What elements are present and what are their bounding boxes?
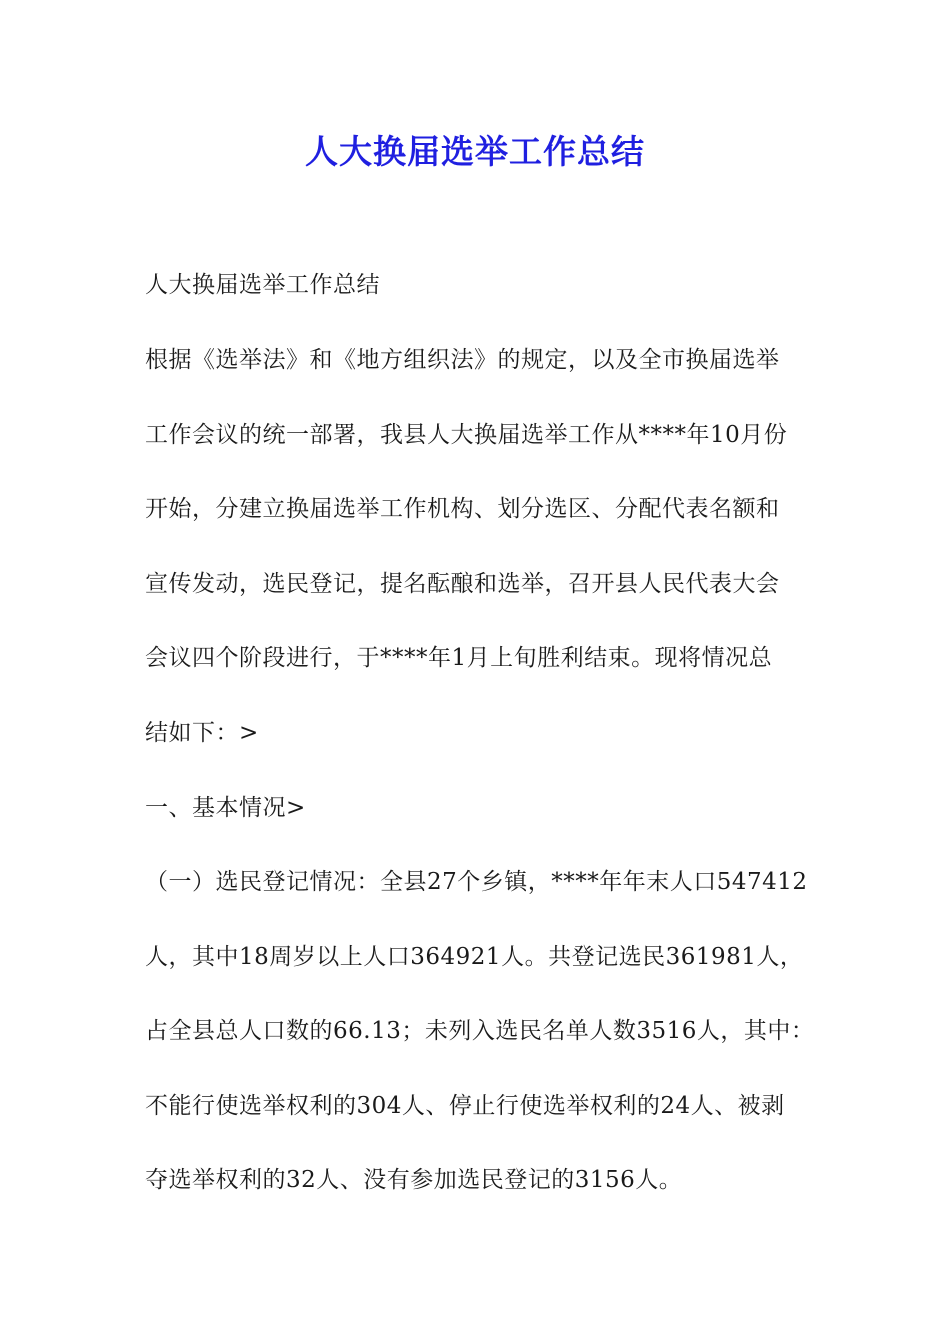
paragraph-line: 会议四个阶段进行，于****年1月上旬胜利结束。现将情况总 [145, 645, 773, 671]
paragraph-line: 人，其中18周岁以上人口364921人。共登记选民361981人， [145, 944, 804, 970]
section-heading: 一、基本情况> [145, 795, 306, 821]
paragraph-line: 结如下：> [145, 720, 259, 746]
paragraph-line: 占全县总人口数的66.13；未列入选民名单人数3516人，其中： [145, 1018, 815, 1044]
paragraph-line: （一）选民登记情况：全县27个乡镇，****年年末人口547412 [145, 869, 808, 895]
paragraph-line: 夺选举权利的32人、没有参加选民登记的3156人。 [145, 1167, 683, 1193]
paragraph-line: 根据《选举法》和《地方组织法》的规定，以及全市换届选举 [145, 347, 780, 373]
paragraph-line: 不能行使选举权利的304人、停止行使选举权利的24人、被剥 [145, 1093, 785, 1119]
subtitle-line: 人大换届选举工作总结 [145, 272, 380, 298]
paragraph-line: 工作会议的统一部署，我县人大换届选举工作从****年10月份 [145, 422, 788, 448]
document-title: 人大换届选举工作总结 [305, 132, 645, 171]
paragraph-line: 宣传发动，选民登记，提名酝酿和选举，召开县人民代表大会 [145, 571, 780, 597]
paragraph-line: 开始，分建立换届选举工作机构、划分选区、分配代表名额和 [145, 496, 780, 522]
